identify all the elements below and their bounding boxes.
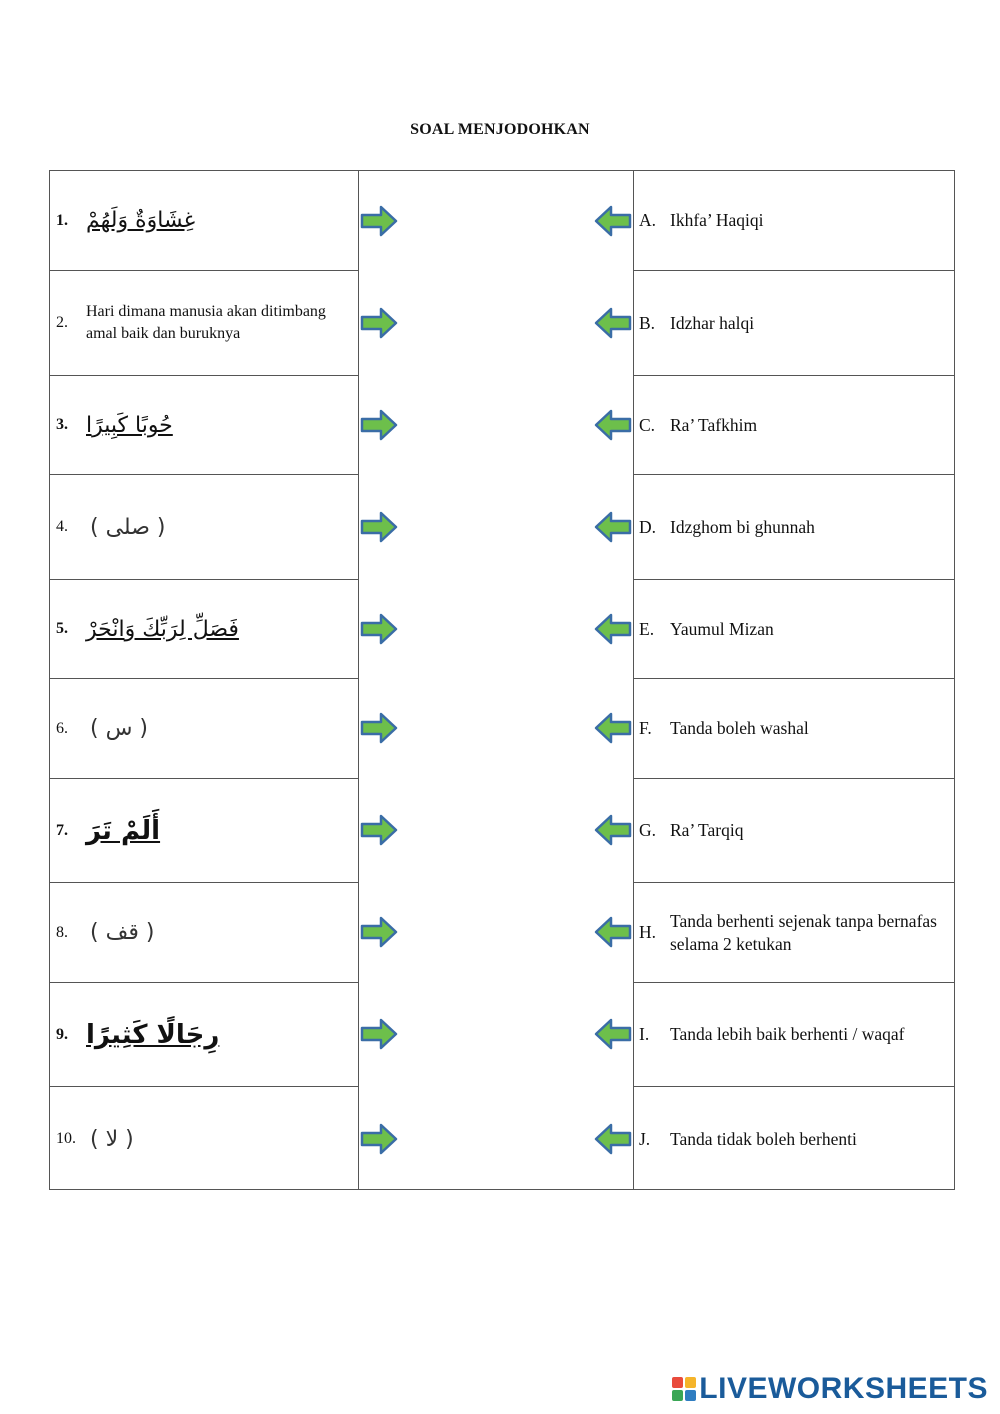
question-number: 3.	[56, 416, 68, 433]
answer-cell	[634, 375, 954, 474]
question-connector-arrow[interactable]	[359, 1016, 399, 1052]
question-connector-arrow[interactable]	[359, 305, 399, 341]
question-cell	[50, 882, 358, 982]
answer-cell	[634, 1086, 954, 1191]
answer-cell	[634, 882, 954, 982]
question-text: ( قف )	[90, 920, 155, 945]
answer-text: Idzhar halqi	[670, 312, 755, 333]
question-connector-arrow[interactable]	[359, 611, 399, 647]
question-text: فَصَلِّ لِرَبِّكَ وَانْحَرْ	[86, 616, 239, 642]
question-text: حُوبًا كَبِيرًا	[86, 412, 173, 438]
question-cell	[50, 982, 358, 1086]
question-connector-arrow[interactable]	[359, 1121, 399, 1157]
answer-text: Ra’ Tafkhim	[670, 414, 758, 435]
answer-letter: C.	[639, 414, 656, 435]
question-text: ( صلى )	[90, 514, 166, 540]
question-number: 9.	[56, 1025, 68, 1043]
question-number: 2.	[56, 314, 68, 331]
answer-cell	[634, 678, 954, 778]
question-cell	[50, 474, 358, 579]
question-text: ( س )	[90, 716, 149, 741]
question-cell	[50, 778, 358, 882]
answer-cell	[634, 171, 954, 270]
answer-letter: J.	[639, 1128, 651, 1149]
answer-connector-arrow[interactable]	[593, 710, 633, 746]
question-cell	[50, 375, 358, 474]
questions-column	[49, 170, 359, 1190]
question-connector-arrow[interactable]	[359, 203, 399, 239]
question-cell	[50, 678, 358, 778]
question-connector-arrow[interactable]	[359, 407, 399, 443]
question-text: أَلَمْ تَرَ	[86, 815, 161, 846]
question-cell	[50, 270, 358, 375]
answer-letter: A.	[639, 210, 657, 230]
answer-letter: B.	[639, 312, 656, 333]
question-text: غِشَاوَةٌ وَلَهُمْ	[86, 208, 196, 233]
question-text: Hari dimana manusia akan ditimbang amal baik dan buruknya	[86, 303, 326, 342]
answer-connector-arrow[interactable]	[593, 611, 633, 647]
answer-text: Tanda boleh washal	[670, 718, 809, 738]
answer-text: Tanda berhenti sejenak tanpa bernafas selama 2 ketukan	[670, 910, 937, 954]
answer-text: Tanda lebih baik berhenti / waqaf	[670, 1024, 905, 1044]
question-number: 10.	[56, 1130, 76, 1147]
answer-connector-arrow[interactable]	[593, 1016, 633, 1052]
answer-connector-arrow[interactable]	[593, 509, 633, 545]
answer-cell	[634, 778, 954, 882]
answer-text: Yaumul Mizan	[670, 618, 774, 639]
answer-cell	[634, 579, 954, 678]
question-cell	[50, 171, 358, 270]
question-number: 6.	[56, 719, 68, 737]
question-connector-arrow[interactable]	[359, 509, 399, 545]
answer-text: Ra’ Tarqiq	[670, 820, 744, 840]
question-number: 7.	[56, 821, 68, 839]
answer-cell	[634, 474, 954, 579]
question-text: ( لا )	[90, 1126, 134, 1152]
answer-letter: E.	[639, 618, 655, 639]
answers-column	[633, 170, 955, 1190]
answer-text: Idzghom bi ghunnah	[670, 516, 815, 537]
answer-connector-arrow[interactable]	[593, 914, 633, 950]
page-title: SOAL MENJODOHKAN	[410, 121, 590, 138]
answer-letter: D.	[639, 516, 657, 537]
answer-connector-arrow[interactable]	[593, 407, 633, 443]
question-number: 4.	[56, 518, 68, 535]
answer-cell	[634, 982, 954, 1086]
answer-cell	[634, 270, 954, 375]
answer-text: Tanda tidak boleh berhenti	[670, 1128, 857, 1149]
brand-name: LIVEWORKSHEETS	[699, 1372, 988, 1405]
question-number: 1.	[56, 211, 68, 229]
answer-connector-arrow[interactable]	[593, 305, 633, 341]
question-number: 5.	[56, 620, 68, 637]
answer-letter: I.	[639, 1024, 650, 1044]
answer-letter: G.	[639, 820, 657, 840]
liveworksheets-logo-icon	[672, 1377, 696, 1401]
question-connector-arrow[interactable]	[359, 914, 399, 950]
answer-connector-arrow[interactable]	[593, 812, 633, 848]
question-cell	[50, 579, 358, 678]
brand-footer	[672, 1372, 988, 1406]
answer-letter: H.	[639, 922, 657, 942]
question-connector-arrow[interactable]	[359, 710, 399, 746]
answer-connector-arrow[interactable]	[593, 1121, 633, 1157]
matching-table	[49, 170, 955, 1190]
question-connector-arrow[interactable]	[359, 812, 399, 848]
answer-letter: F.	[639, 718, 652, 738]
question-number: 8.	[56, 923, 68, 941]
answer-text: Ikhfa’ Haqiqi	[670, 210, 764, 230]
question-cell	[50, 1086, 358, 1191]
question-text: رِجَالًا كَثِيرًا	[86, 1019, 220, 1050]
answer-connector-arrow[interactable]	[593, 203, 633, 239]
answer-drop-column	[359, 170, 633, 1190]
